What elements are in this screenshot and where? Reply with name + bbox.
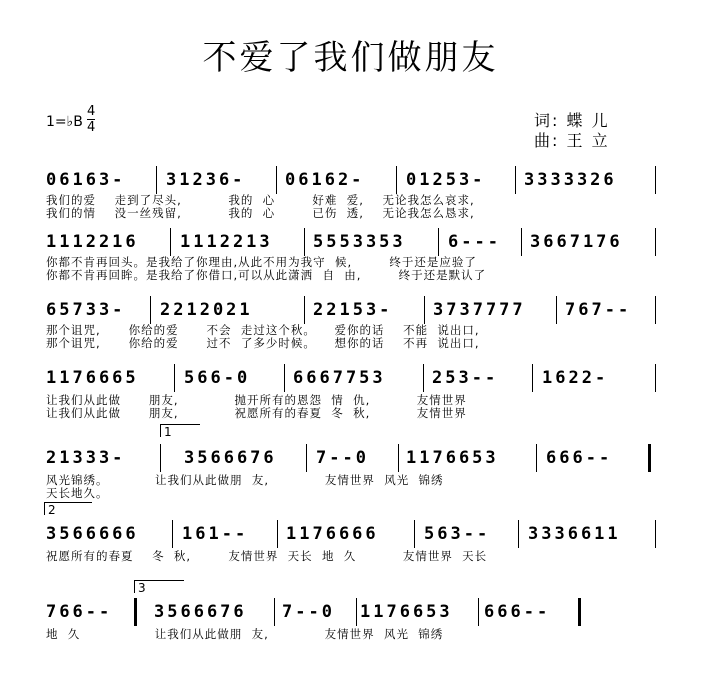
measure: 3566676 [184, 448, 277, 468]
bar-line [518, 520, 519, 548]
measure: 1112213 [180, 232, 273, 252]
composer: 曲: 王 立 [534, 131, 610, 150]
time-signature [87, 104, 95, 135]
measure: 3566666 [46, 524, 139, 544]
bar-line [170, 228, 171, 256]
measure: 3566676 [154, 602, 247, 622]
measure: 766-- [46, 602, 113, 622]
bar-line [655, 296, 656, 324]
measure: 65733- [46, 300, 126, 320]
bar-line [532, 364, 533, 392]
measure: 2212021 [160, 300, 253, 320]
lyric-line: 我们的情 没一丝残留, 我的 心 已伤 透, 无论我怎么恳求, [46, 206, 475, 220]
measure: 6667753 [293, 368, 386, 388]
measure: 1622- [542, 368, 609, 388]
bar-line [398, 444, 399, 472]
score-row-4 [0, 366, 701, 446]
measure: 161-- [182, 524, 249, 544]
bar-line [304, 228, 305, 256]
measure: 666-- [546, 448, 613, 468]
bar-line [655, 364, 656, 392]
measure: 1112216 [46, 232, 139, 252]
bar-line [515, 166, 516, 194]
measure: 3737777 [433, 300, 526, 320]
measure: 767-- [565, 300, 632, 320]
lyric-line: 地 久 让我们从此做朋 友, 友情世界 风光 锦绣 [46, 627, 444, 641]
bar-line [284, 364, 285, 392]
measure: 1176666 [286, 524, 379, 544]
lyricist: 词: 蝶 儿 [534, 111, 610, 130]
measure: 31236- [166, 170, 246, 190]
bar-line [172, 520, 173, 548]
bar-line [174, 364, 175, 392]
bar-line [655, 228, 656, 256]
bar-line [556, 296, 557, 324]
bar-line [423, 364, 424, 392]
measure: 7--0 [282, 602, 335, 622]
bar-line [160, 444, 161, 472]
bar-line [150, 296, 151, 324]
measure: 3333326 [524, 170, 617, 190]
bar-line [277, 520, 278, 548]
lyric-line: 风光锦绣。 让我们从此做朋 友, 友情世界 风光 锦绣 [46, 473, 444, 487]
measure: 06163- [46, 170, 126, 190]
bar-line [438, 228, 439, 256]
key-signature: 1=♭B [46, 114, 83, 130]
time-signature-bottom: 4 [87, 120, 96, 135]
bar-line [414, 520, 415, 548]
bar-line [536, 444, 537, 472]
lyric-line: 那个诅咒, 你给的爱 过不 了多少时候。 想你的话 不再 说出口, [46, 336, 480, 350]
bar-line [655, 520, 656, 548]
measure: 5553353 [313, 232, 406, 252]
measure: 6--- [448, 232, 501, 252]
bar-line [478, 598, 479, 626]
repeat-start-bar [134, 598, 137, 626]
lyric-line: 那个诅咒, 你给的爱 不会 走过这个秋。 爱你的话 不能 说出口, [46, 323, 480, 337]
score-row-6 [0, 503, 701, 602]
bar-line [521, 228, 522, 256]
bar-line [655, 166, 656, 194]
measure: 7--0 [316, 448, 369, 468]
measure: 01253- [406, 170, 486, 190]
measure: 563-- [424, 524, 491, 544]
bar-line [396, 166, 397, 194]
measure: 253-- [432, 368, 499, 388]
measure: 666-- [484, 602, 551, 622]
volta-bracket: 2 [44, 502, 92, 515]
song-title: 不爱了我们做朋友 [202, 38, 499, 78]
measure: 3336611 [528, 524, 621, 544]
measure: 22153- [313, 300, 393, 320]
bar-line [306, 444, 307, 472]
lyric-line: 天长地久。 [46, 486, 109, 500]
time-signature-top: 4 [87, 104, 96, 119]
lyric-line: 祝愿所有的春夏 冬 秋, 友情世界 天长 地 久 友情世界 天长 [46, 549, 488, 563]
lyric-line: 让我们从此做 朋友, 抛开所有的恩怨 情 仇, 友情世界 [46, 393, 467, 407]
bar-line [156, 166, 157, 194]
lyric-line: 我们的爱 走到了尽头, 我的 心 好难 爱, 无论我怎么哀求, [46, 193, 475, 207]
repeat-end-bar [648, 444, 651, 472]
bar-line [356, 598, 357, 626]
volta-bracket: 1 [160, 424, 200, 437]
measure: 06162- [285, 170, 365, 190]
measure: 1176665 [46, 368, 139, 388]
measure: 3667176 [530, 232, 623, 252]
score-row-5 [0, 425, 701, 526]
volta-bracket: 3 [134, 580, 184, 593]
measure: 1176653 [360, 602, 453, 622]
score-row-7 [0, 581, 701, 680]
bar-line [276, 166, 277, 194]
lyric-line: 你都不肯再回眸。是我给了你借口,可以从此潇洒 自 由, 终于还是默认了 [46, 268, 487, 282]
measure: 566-0 [184, 368, 251, 388]
bar-line [304, 296, 305, 324]
lyric-line: 你都不肯再回头。是我给了你理由,从此不用为我守 候, 终于还是应验了 [46, 255, 477, 269]
measure: 21333- [46, 448, 126, 468]
final-bar [578, 598, 581, 626]
lyric-line: 让我们从此做 朋友, 祝愿所有的春夏 冬 秋, 友情世界 [46, 406, 467, 420]
measure: 1176653 [406, 448, 499, 468]
bar-line [274, 598, 275, 626]
bar-line [424, 296, 425, 324]
